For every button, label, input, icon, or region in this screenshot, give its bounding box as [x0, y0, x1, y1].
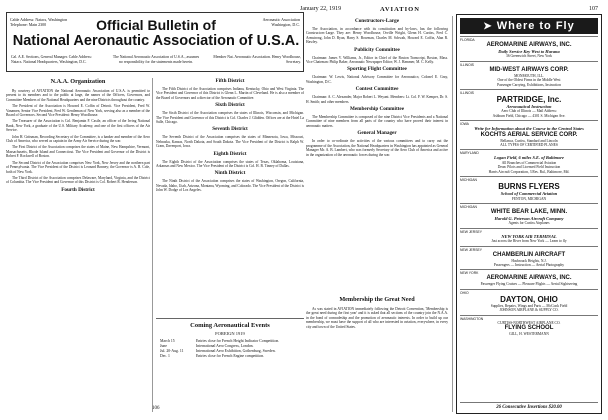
district-heading: Seventh District [212, 126, 248, 133]
fourth-district-heading: Fourth District [61, 186, 95, 193]
district-text: The Seventh District of the Association comprises the states of Minnesota, Iowa, Missouri, Nebraska, Kansas, North Dakota, and South Dakota. The Vice President of the District is Ralph W. Cram, Davenport, Iowa. [156, 135, 304, 149]
bulletin-masthead [6, 12, 304, 72]
directory-ad: ILLINOIS PARTRIDGE, Inc. Aeronautical Instruction Aero Club of Illinois — Mail Address: Ashburn Field, Chicago — 4301 S. Michigan Ave. [460, 89, 598, 120]
coming-events-box [156, 318, 304, 384]
column-divider [152, 78, 153, 412]
paragraph: By courtesy of AVIATION the National Aeronautic Association of U.S.A. is permitted to present to its members and to the public at large, the names of the Officers, Governors, and Committee Members of the National Headquarters and the nine Districts throughout the country. [6, 89, 150, 102]
district-text: The Sixth District of the Association comprises the states of Illinois, Wisconsin, and Michigan. The Vice President and Governor of this District is Col. Charles J. Glidden. Offices are at the Hotel La Salle, Chicago. [156, 111, 304, 125]
directory-ad: ILLINOIS MID-WEST AIRWAYS CORP. MONMOUTH, ILL. One of the Oldest Firms in the Middle West Passenger Carrying, Exhibitions, Instruction [460, 61, 598, 89]
membership-text: As was stated in AVIATION immediately following the Detroit Convention, 'Membership is the great need during the first year' and it is asked that all sections of the country join the N.A.A. in the bond of comradeship and the promotion of aeronautic interests. In order to build up our membership, we must have the support of all who are interested in aviation, everywhere, in every city and town of the United States. [306, 307, 448, 329]
directory-ad: IOWA Write for Information about the Course in the Central States KOCHTS AERIAL SERVICE CORP. Bellanca, Curtiss, Standard and Lincoln ALL TYPES OF CERTIFIED PLANES [460, 120, 598, 149]
district-text: The Eighth District of the Association comprises the states of Texas, Oklahoma, Louisiana, Arkansas and New Mexico. The Vice President of the District is Col. H. B. Tinney of Dallas. [156, 159, 304, 169]
masthead-right-info: Aeronautic Association Washington, D.C. [262, 17, 300, 27]
where-to-fly-banner: ➤ Where to Fly [460, 18, 598, 34]
column-divider [452, 16, 453, 412]
district-text: The Fifth District of the Association comprises Indiana, Kentucky, Ohio and West Virginia. The Vice President and Governor of this District is Glenn L. Martin of Cleveland. He is also a member of the Board of Governors and a director of the Aeronautic Committee. [156, 87, 304, 100]
paragraph: John H. Gritsman, Recording Secretary of the Committee, is a banker and member of the Aero Club of America, who served as captain in the Army Air Service during the war. [6, 134, 150, 144]
membership-column [306, 294, 448, 416]
districts-column [156, 76, 304, 316]
paragraph: The Third District of the Association comprises Delaware, Maryland, Virginia, and the District of Columbia. The Vice President and Governor of this District is Col. Robert R. Henderson. [6, 175, 150, 185]
section-heading: Publicity Committee [354, 46, 400, 53]
paragraph: The President of the Association is Howard E. Coffin of Detroit. Vice President, Fred W. Vanamen, Senior Vice President, Fred W. Gentleman of New York, serving also as a member of the Board of Governors. Second Vice President: Henry Woodhouse. [6, 104, 150, 118]
page-number-right: 107 [589, 6, 598, 12]
directory-ad: NEW JERSEY CHAMBERLIN AIRCRAFT Hasbrouck Heights, N.J. Passengers — Instruction — Aerial Photography [460, 246, 598, 270]
section-heading: General Manager [357, 130, 397, 137]
masthead-title: Official Bulletin of National Aeronautic Association of U.S.A. [12, 17, 300, 49]
section-heading: Contest Committee [355, 86, 399, 93]
section-heading: Membership Committee [349, 106, 405, 113]
event-row: Jul. 20-Aug. 11 International Aero Exhibition, Gothenburg, Sweden. [160, 349, 276, 353]
event-row: Dec. 1 Entries close for French Engine competition. [160, 354, 265, 358]
district-heading: Sixth District [215, 102, 245, 109]
events-subtitle: FOREIGN 1919 [215, 331, 245, 336]
directory-rate-footer: 26 Consecutive Insertions $20.00 [460, 402, 598, 410]
directory-ad: NEW JERSEY NEW YORK AIR TERMINAL Just across the River from New York — Learn to fly [460, 228, 598, 246]
left-page [6, 12, 304, 416]
issue-date: January 22, 1919 [300, 6, 342, 12]
section-heading: Constructors-Large [354, 18, 400, 24]
events-title: Coming Aeronautical Events [190, 322, 270, 329]
paragraph: Chairman: James V. Williams, Jr., Editor in Chief of the Boston Transcript, Boston, Mass. Vice Chairman: Philip Baker, Aeronautic Newspaper Editor; W. J. Hammer, M. C. Kelly. [306, 55, 448, 65]
paragraph: In order to co-ordinate the activities of the various committees and to carry out the programme of the Association, the National Headquarters in Washington has appointed as General Manager Mr. A. B. Lambert, who was formerly Secretary of the Aero Club of America and active in the organization of the aeronautic forces during the war. [306, 139, 448, 157]
district-heading: Eighth District [213, 150, 247, 157]
event-row: March 15 Entries close for French Height Indicator Competition. [160, 339, 280, 343]
district-heading: Ninth District [214, 170, 246, 177]
organization-column [6, 76, 150, 414]
where-to-fly-directory [456, 14, 602, 414]
directory-ad: WASHINGTON CURTISS-NORTHWEST AIRPLANE CO. FLYING SCHOOL GILL, H. WESTERMANN [460, 315, 598, 339]
right-page [306, 12, 604, 416]
section-heading: Sporting Flight Committee [347, 66, 407, 73]
masthead-left-info: Cable Address: Natacs, Washington Telephone: Main 2300 [10, 17, 68, 27]
paragraph: Chairman: A. C. Alexander, Major Robert L. Weyant. Members: Lt. Col. F. W. Kemper, Dr. S. H. Smith; and other members. [306, 95, 448, 104]
event-row: June International Aero Congress, London. [160, 344, 254, 348]
paragraph: The Association, in accordance with its constitution and by-laws, has the following Constructors-Large. They are: Henry Woodhouse, Orville Wright, Glenn H. Curtiss, Fred C. Armstrong, John D. Ryan, Harry S. Bowman, Charles M. Schwab, Howard E. Coffin, Alan R. Hawley. [306, 27, 448, 45]
paragraph: The Membership Committee is composed of the nine District Vice Presidents and a National Committee of nine members from all parts of the country who have proved their interest in aeronautic matters. [306, 115, 448, 128]
paragraph: The Treasurer of the Association is Col. Benjamin F. Castle, an officer of the Irving National Bank, New York, a graduate of the U.S. Military Academy, and one of the first officers of the Air Service. [6, 119, 150, 133]
directory-ad: NEW YORK AEROMARINE AIRWAYS, INC. Passenger Flying Cruises — Pleasure Flights — Aerial Sightseeing [460, 269, 598, 288]
directory-ad: OHIO DAYTON, OHIO Supplies, Repairs, Wings and Parts — McCook Field JOHNSON AIRPLANE & SUPPLY CO. [460, 289, 598, 315]
paragraph: The First District of the Association comprises the states of Maine, New Hampshire, Vermont, Massachusetts, Rhode Island and Connecticut. The Vice President and Governor of the District is Robert F. Rockwell of Boston. [6, 145, 150, 159]
page-number-left: 106 [152, 406, 160, 411]
membership-heading: Membership the Great Need [339, 296, 415, 303]
directory-ad: MARYLAND Logan Field, 6 miles S.E. of Baltimore All Branches of Commercial Aviation Dean: Pilots and Licensed Field Instruction Harris Aircraft Corporation, 3 Res. Bal., Baltimore, Md. [460, 149, 598, 176]
paragraph: The Second District of the Association comprises New York, New Jersey and the northern part of Pennsylvania. The Vice President of the District is Leonard Bonney; the Governor is A. R. Cole, both of New York. [6, 160, 150, 174]
organization-heading: N.A.A. Organization [50, 78, 106, 85]
district-heading: Fifth District [215, 78, 245, 84]
paragraph: Chairman: W. Lewis, National Advisory Committee for Aeronautics; Colonel E. Gray, Washington, D.C. [306, 75, 448, 84]
directory-ad: MICHIGAN BURNS FLYERS School of Commercial Aviation FENTON, MICHIGAN [460, 176, 598, 203]
journal-title: AVIATION [380, 6, 420, 13]
arrow-right-icon: ➤ [483, 21, 493, 32]
committees-column [306, 16, 448, 286]
directory-ad: FLORIDA AEROMARINE AIRWAYS, INC. Daily Service Key West to Havana 36 Greenwich Street, New York [460, 36, 598, 61]
district-text: The Ninth District of the Association comprises the states of Washington, Oregon, California, Nevada, Idaho, Utah, Arizona, Montana, Wyoming, and Colorado. The Vice President of the District is John W. Dodge of Los Angeles. [156, 179, 304, 193]
directory-ad: MICHIGAN WHITE BEAR LAKE, MINN. Harold G. Peterson Aircraft Company Agents for Curtiss Airplanes [460, 203, 598, 228]
masthead-subline: Cal. A.E. Sections, General Manager. Cable Address: Natacs. National Headquarters, Washington, D.C. The National Aeronautic Association of U.S.A., assumes no responsibility for the statements made herein. Member Nat. Aeronautic Association. Henry Woodhouse, Secretary. [11, 55, 301, 64]
